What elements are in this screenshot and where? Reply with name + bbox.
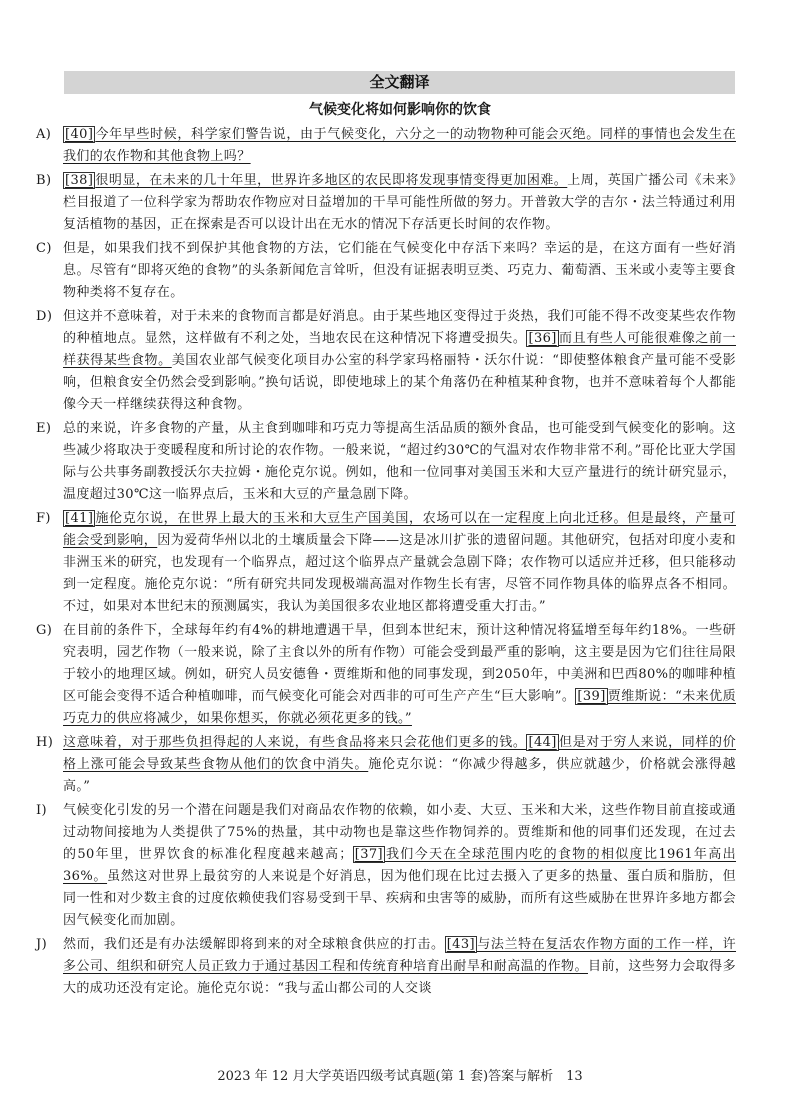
paragraph-text: 然而，我们还是有办法缓解即将到来的对全球粮食供应的打击。 xyxy=(63,937,445,952)
paragraph-label: J) xyxy=(36,937,48,952)
question-number-marker: [37] xyxy=(354,847,384,862)
paragraph-text: 气候变化引发的另一个潜在问题是我们对商品农作物的依赖，如小麦、大豆、玉米和大米，这些作物目前直接或通过动物间接地为人类提供了75%的热量，其中动物也是靠这些作物饲养的。贾维斯和他的同事们还发现，在过去的50年里，世界饮食的标准化程度越来越高； xyxy=(63,803,736,862)
paragraph-label: A) xyxy=(36,127,52,142)
paragraph-text: 虽然这对世界上最贫穷的人来说是个好消息，因为他们现在比过去摄入了更多的热量、蛋白质和脂肪，但同一性和对少数主食的过度依赖使我们容易受到干旱、疾病和虫害等的威胁，而所有这些威胁在世界许多地方都会因气候变化而加剧。 xyxy=(63,869,736,928)
underlined-answer-sentence: 我们今天在全球范围内吃的食物的相似度比1961年高出36%。 xyxy=(63,847,737,884)
paragraph-label: I) xyxy=(36,803,48,818)
paragraph xyxy=(36,306,736,416)
page-footer: 2023 年 12 月大学英语四级考试真题(第 1 套)答案与解析 13 xyxy=(217,1069,583,1084)
paragraph xyxy=(36,170,736,236)
paragraph xyxy=(36,620,736,730)
question-number-marker: [39] xyxy=(577,689,606,704)
paragraph xyxy=(36,800,736,932)
section-header: 全文翻译 xyxy=(64,71,735,94)
underlined-answer-sentence: 而且有些人可能很难像之前一样获得某些食物。 xyxy=(63,331,736,368)
translation-body xyxy=(36,124,736,1002)
underlined-answer-sentence: 施伦克尔说，在世界上最大的玉米和大豆生产国美国，农场可以在一定程度上向北迁移。但是最终，产量可能会受到影响， xyxy=(63,511,736,548)
paragraph-label: C) xyxy=(36,241,52,256)
paragraph-label: H) xyxy=(36,735,54,750)
paragraph-text: 美国农业部气候变化项目办公室的科学家玛格丽特・沃尔什说：“即使整体粮食产量可能不受影响，但粮食安全仍然会受到影响。”换句话说，即使地球上的某个角落仍在种植某种食物，也并不意味着每个人都能像今天一样继续获得这种食物。 xyxy=(63,353,736,412)
paragraph-label: D) xyxy=(36,309,53,324)
underlined-answer-sentence: 这意味着，对于那些负担得起的人来说，有些食品将来只会花他们更多的钱。 xyxy=(63,735,527,750)
paragraph-text: 因为爱荷华州以北的土壤质量会下降——这是冰川扩张的遗留问题。其他研究，包括对印度小麦和非洲玉米的研究，也发现有一个临界点，超过这个临界点产量就会急剧下降；农作物可以适应并迁移，但只能移动到一定程度。施伦克尔说：“所有研究共同发现极端高温对作物生长有害，尽管不同作物具体的临界点各不相同。不过，如果对本世纪末的预测属实，我认为美国很多农业地区都将遭受重大打击。” xyxy=(63,533,736,614)
paragraph xyxy=(36,508,736,618)
paragraph-text: 总的来说，许多食物的产量，从主食到咖啡和巧克力等提高生活品质的额外食品，也可能受到气候变化的影响。这些减少将取决于变暖程度和所讨论的农作物。一般来说，“超过约30℃的气温对农作物非常不利。”哥伦比亚大学国际与公共事务副教授沃尔夫拉姆・施伦克尔说。例如，他和一位同事对美国玉米和大豆产量进行的统计研究显示，温度超过30℃这一临界点后，玉米和大豆的产量急剧下降。 xyxy=(63,421,736,502)
underlined-answer-sentence: 与法兰特在复活农作物方面的工作一样，许多公司、组织和研究人员正致力于通过基因工程和传统育种培育出耐旱和耐高温的作物。 xyxy=(63,937,737,974)
question-number-marker: [41] xyxy=(65,511,94,526)
paragraph xyxy=(36,418,736,506)
underlined-answer-sentence: 今年早些时候，科学家们警告说，由于气候变化，六分之一的动物物种可能会灭绝。同样的事情也会发生在我们的农作物和其他食物上吗？ xyxy=(63,127,736,164)
underlined-answer-sentence: 很明显，在未来的几十年里，世界许多地区的农民即将发现事情变得更加困难。 xyxy=(95,173,568,188)
paragraph-label: B) xyxy=(36,173,52,188)
paragraph-text: 施伦克尔说：“你减少得越多，供应就越少，价格就会涨得越高。” xyxy=(63,757,736,794)
question-number-marker: [36] xyxy=(528,331,557,346)
article-title: 气候变化将如何影响你的饮食 xyxy=(309,102,491,118)
paragraph-label: F) xyxy=(36,511,51,526)
paragraph-label: G) xyxy=(36,623,53,638)
paragraph-text: 但是，如果我们找不到保护其他食物的方法，它们能在气候变化中存活下来吗？幸运的是，在这方面有一些好消息。尽管有“即将灭绝的食物”的头条新闻危言耸听，但没有证据表明豆类、巧克力、葡萄酒、玉米或小麦等主要食物种类将不复存在。 xyxy=(63,241,736,300)
paragraph-label: E) xyxy=(36,421,52,436)
question-number-marker: [43] xyxy=(446,937,475,952)
underlined-answer-sentence: 但是对于穷人来说，同样的价格上涨可能会导致某些食物从他们的饮食中消失。 xyxy=(63,735,736,772)
paragraph-text: 在目前的条件下，全球每年约有4%的耕地遭遇干旱，但到本世纪末，预计这种情况将猛增至每年约18%。一些研究表明，园艺作物（一般来说，除了主食以外的所有作物）可能会受到最严重的影响，这主要是因为它们往往局限于较小的地理区域。例如，研究人员安德鲁・贾维斯和他的同事发现，到2050年，中美洲和巴西80%的咖啡种植区可能会变得不适合种植咖啡，而气候变化可能会对西非的可可生产产生“巨大影响”。 xyxy=(63,623,736,704)
paragraph-text: 但这并不意味着，对于未来的食物而言都是好消息。由于某些地区变得过于炎热，我们可能不得不改变某些农作物的种植地点。显然，这样做有不利之处，当地农民在这种情况下将遭受损失。 xyxy=(63,309,736,346)
question-number-marker: [44] xyxy=(528,735,557,750)
question-number-marker: [38] xyxy=(65,173,94,188)
paragraph-text: 目前，这些努力会取得多大的成功还没有定论。施伦克尔说：“我与孟山都公司的人交谈 xyxy=(63,959,736,996)
paragraph xyxy=(36,934,736,1000)
paragraph xyxy=(36,732,736,798)
paragraph-text: 上周，英国广播公司《未来》栏目报道了一位科学家为帮助农作物应对日益增加的干旱可能性所做的努力。开普敦大学的吉尔・法兰特通过利用复活植物的基因，正在探索是否可以设计出在无水的情况下存活更长时间的农作物。 xyxy=(63,173,736,232)
question-number-marker: [40] xyxy=(65,127,94,142)
underlined-answer-sentence: 贾维斯说：“未来优质巧克力的供应将减少，如果你想买，你就必须花更多的钱。” xyxy=(63,689,736,726)
paragraph xyxy=(36,238,736,304)
paragraph xyxy=(36,124,736,168)
